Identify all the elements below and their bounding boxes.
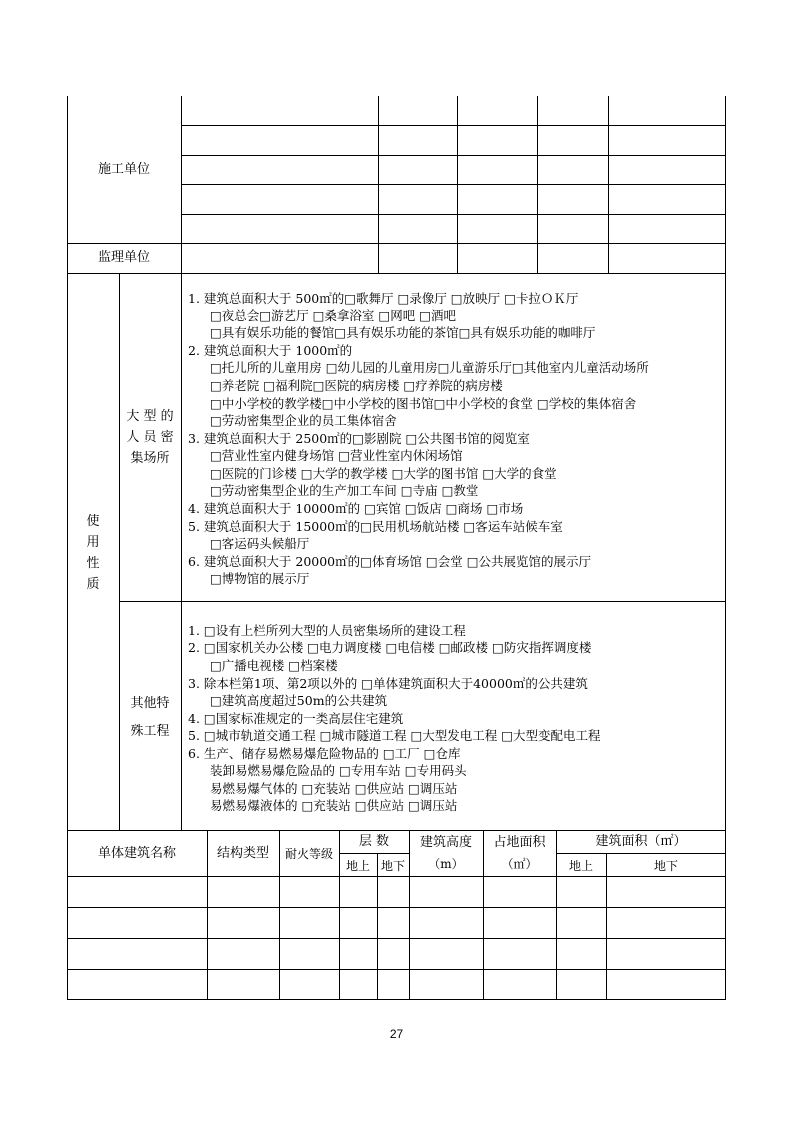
col-land-area-unit: （㎡）: [501, 857, 538, 871]
crowded-item: □具有娱乐功能的餐馆□具有娱乐功能的茶馆□具有娱乐功能的咖啡厅: [210, 325, 596, 340]
col-fire-rating: 耐火等级: [284, 847, 333, 861]
special-projects-label: 其他特 殊工程: [130, 696, 170, 739]
usage-label-char: 质: [86, 577, 100, 592]
construction-unit-label: 施工单位: [97, 162, 150, 177]
special-item: □建筑高度超过50m的公共建筑: [210, 693, 388, 708]
col-building-name: 单体建筑名称: [97, 846, 176, 861]
special-item: 4. □国家标准规定的一类高层住宅建筑: [188, 711, 404, 726]
special-item: 1. □设有上栏所列大型的人员密集场所的建设工程: [188, 623, 466, 638]
crowded-item: □托儿所的儿童用房 □幼儿园的儿童用房□儿童游乐厅□其他室内儿童活动场所: [210, 360, 649, 375]
crowded-item: □劳动密集型企业的生产加工车间 □寺庙 □教堂: [210, 483, 479, 498]
page-number: 27: [389, 1027, 404, 1041]
crowded-item: 5. 建筑总面积大于 15000㎡的□民用机场航站楼 □客运车站候车室: [188, 519, 563, 534]
col-build-area-above: 地上: [568, 859, 593, 873]
crowded-item: □客运码头候船厅: [210, 536, 310, 551]
special-item: 易燃易爆气体的 □充装站 □供应站 □调压站: [210, 781, 458, 796]
special-item: 装卸易燃易爆危险品的 □专用车站 □专用码头: [210, 763, 467, 778]
special-item: 6. 生产、储存易燃易爆危险物品的 □工厂 □仓库: [188, 746, 461, 761]
special-item: 5. □城市轨道交通工程 □城市隧道工程 □大型发电工程 □大型变配电工程: [188, 728, 601, 743]
crowded-item: □博物馆的展示厅: [210, 571, 310, 586]
special-item: □广播电视楼 □档案楼: [210, 658, 338, 673]
crowded-item: □劳动密集型企业的员工集体宿舍: [210, 413, 397, 428]
col-build-area: 建筑面积（㎡）: [595, 834, 687, 849]
col-floors: 层 数: [358, 834, 390, 849]
usage-label-char: 用: [86, 535, 100, 550]
crowded-item: 2. 建筑总面积大于 1000㎡的: [188, 343, 353, 358]
crowded-places-label: 大 型 的 人 员 密 集场所: [126, 409, 174, 466]
col-structure-type: 结构类型: [216, 846, 269, 861]
crowded-item: 6. 建筑总面积大于 20000㎡的□体育场馆 □会堂 □公共展览馆的展示厅: [188, 554, 592, 569]
col-build-area-below: 地下: [653, 859, 678, 873]
crowded-item: □夜总会□游艺厅 □桑拿浴室 □网吧 □酒吧: [210, 308, 456, 323]
special-item: 易燃易爆液体的 □充装站 □供应站 □调压站: [210, 798, 458, 813]
usage-label-char: 使: [86, 514, 100, 529]
usage-label-char: 性: [86, 556, 100, 571]
col-height: 建筑高度: [419, 835, 472, 850]
crowded-item: □中小学校的教学楼□中小学校的图书馆□中小学校的食堂 □学校的集体宿舍: [210, 396, 637, 411]
supervision-unit-label: 监理单位: [97, 250, 150, 265]
col-land-area: 占地面积: [493, 835, 546, 850]
crowded-item: □养老院 □福利院□医院的病房楼 □疗养院的病房楼: [210, 378, 503, 393]
special-item: 2. □国家机关办公楼 □电力调度楼 □电信楼 □邮政楼 □防灾指挥调度楼: [188, 640, 592, 655]
crowded-item: 3. 建筑总面积大于 2500㎡的□影剧院 □公共图书馆的阅览室: [188, 431, 530, 446]
crowded-item: □营业性室内健身场馆 □营业性室内休闲场馆: [210, 448, 463, 463]
crowded-item: 1. 建筑总面积大于 500㎡的□歌舞厅 □录像厅 □放映厅 □卡拉ＯＫ厅: [188, 291, 579, 306]
col-floors-above: 地上: [345, 859, 370, 873]
col-floors-below: 地下: [380, 859, 405, 873]
usage-label: [67, 511, 119, 595]
col-height-unit: （m）: [428, 857, 464, 871]
crowded-item: 4. 建筑总面积大于 10000㎡的 □宾馆 □饭店 □商场 □市场: [188, 501, 524, 516]
crowded-item: □医院的门诊楼 □大学的教学楼 □大学的图书馆 □大学的食堂: [210, 466, 557, 481]
special-item: 3. 除本栏第1项、第2项以外的 □单体建筑面积大于40000㎡的公共建筑: [188, 676, 588, 691]
